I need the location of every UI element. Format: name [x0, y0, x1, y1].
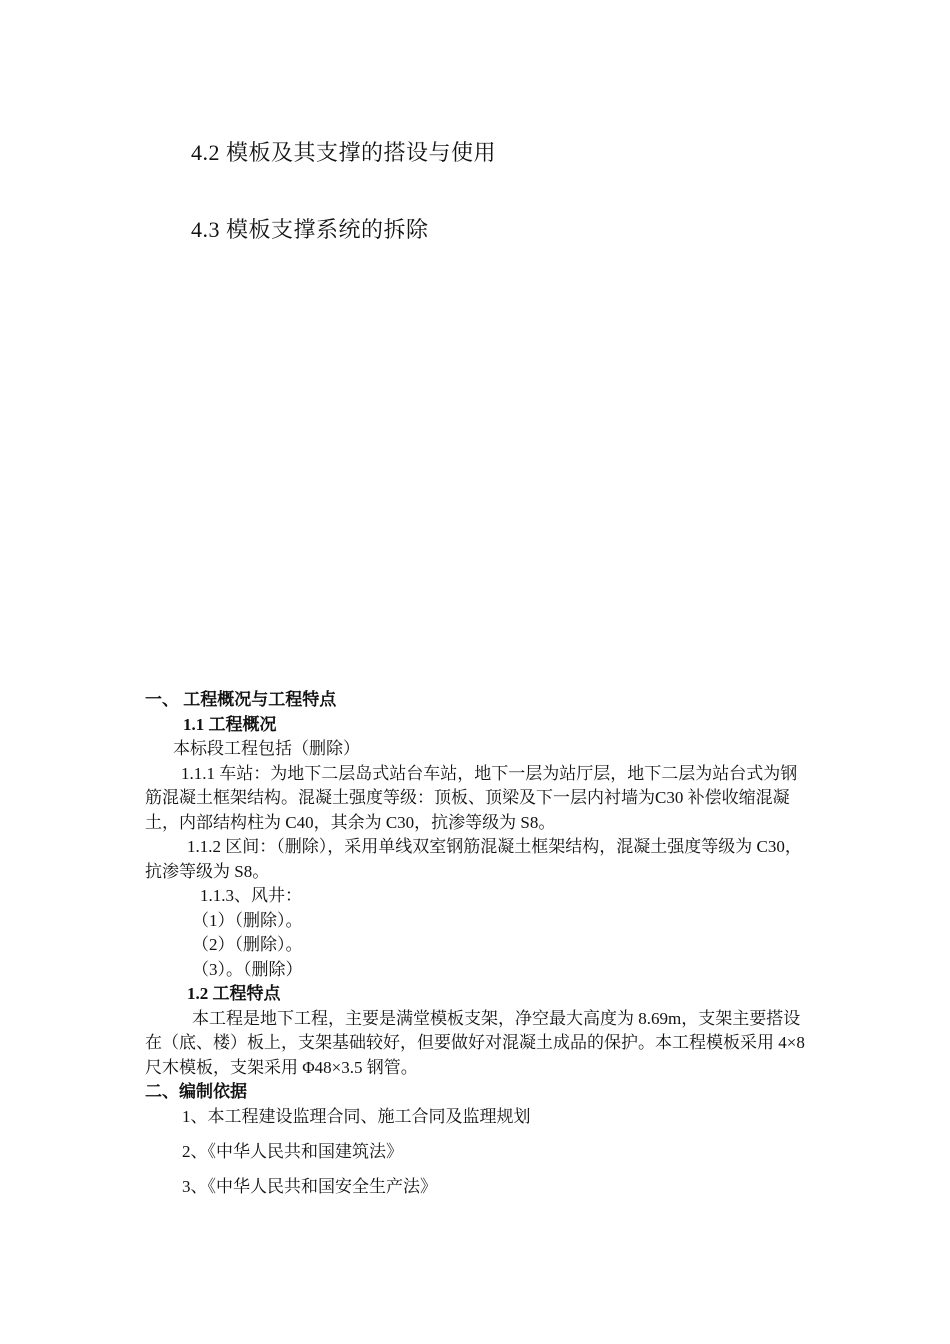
section-paragraph: 1.1.2 区间：（删除），采用单线双室钢筋混凝土框架结构，混凝土强度等级为 C30，抗渗等级为 S8。: [145, 837, 802, 881]
list-item: （3）。（删除）: [192, 959, 303, 979]
toc-item-4-2: 4.2 模板及其支撑的搭设与使用: [191, 140, 497, 165]
section-2-heading: 二、编制依据: [145, 1082, 247, 1101]
subsection-1-2-heading: 1.2 工程特点: [187, 984, 281, 1003]
list-item: （1）（删除）。: [192, 910, 303, 930]
toc-item-4-3: 4.3 模板支撑系统的拆除: [191, 217, 429, 242]
intro-paragraph: 本标段工程包括（删除）: [173, 739, 360, 758]
section-1-heading: 一、 工程概况与工程特点: [145, 690, 337, 709]
document-body: [145, 688, 810, 1210]
shaft-heading: 1.1.3、风井：: [200, 886, 302, 905]
reference-item: 1、本工程建设监理合同、施工合同及监理规划: [182, 1106, 531, 1126]
station-paragraph: 1.1.1 车站：为地下二层岛式站台车站，地下一层为站厅层，地下二层为站台式为钢筋混凝土框架结构。混凝土强度等级：顶板、顶梁及下一层内衬墙为C30 补偿收缩混凝土，内部结构柱为 C40，其余为 C30，抗渗等级为 S8。: [145, 763, 798, 832]
reference-item: 3、《中华人民共和国安全生产法》: [182, 1176, 437, 1196]
features-paragraph: 本工程是地下工程，主要是满堂模板支架，净空最大高度为 8.69m，支架主要搭设在（底、楼）板上，支架基础较好，但要做好对混凝土成品的保护。本工程模板采用 4×8 尺木模板，支架采用 Φ48×3.5 钢管。: [145, 1008, 805, 1077]
reference-item: 2、《中华人民共和国建筑法》: [182, 1141, 403, 1161]
list-item: （2）（删除）。: [192, 935, 303, 954]
subsection-1-1-heading: 1.1 工程概况: [183, 714, 277, 734]
